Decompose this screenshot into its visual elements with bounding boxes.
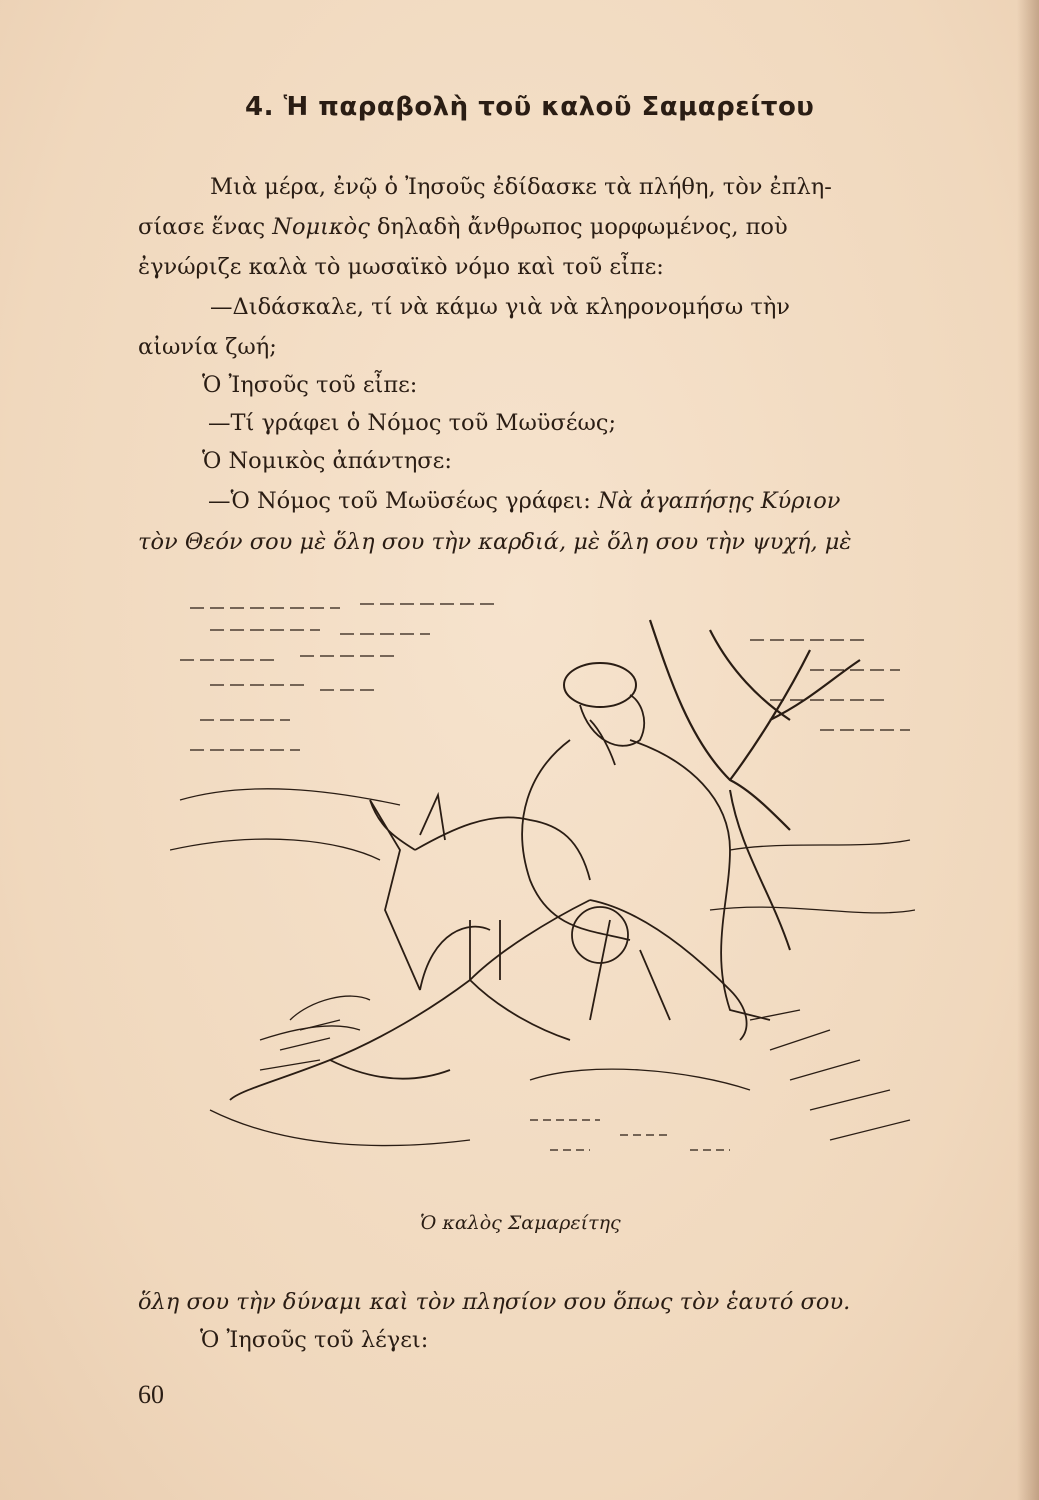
chapter-heading: 4. Ἡ παραβολὴ τοῦ καλοῦ Σαμαρείτου — [245, 92, 815, 122]
text-line-7: —Τί γράφει ὁ Νόμος τοῦ Μωϋσέως; — [208, 410, 617, 436]
text-line-6: Ὁ Ἰησοῦς τοῦ εἶπε: — [202, 372, 418, 398]
page-number: 60 — [138, 1380, 164, 1409]
text-line-2 — [138, 212, 948, 242]
text-line-4: —Διδάσκαλε, τί νὰ κάμω γιὰ νὰ κληρονομήσω τὴν — [210, 294, 790, 320]
text-line-11: ὅλη σου τὴν δύναμι καὶ τὸν πλησίον σου ὅπως τὸν ἑαυτό σου. — [138, 1289, 851, 1315]
text-segment: δηλαδὴ ἄνθρωπος μορφωμένος, ποὺ — [369, 214, 788, 240]
text-line-5: αἰωνία ζωή; — [138, 334, 277, 360]
text-line-12: Ὁ Ἰησοῦς τοῦ λέγει: — [200, 1327, 429, 1353]
good-samaritan-illustration — [170, 590, 915, 1195]
text-line-3: ἐγνώριζε καλὰ τὸ μωσαϊκὸ νόμο καὶ τοῦ εἶπε: — [138, 254, 664, 280]
text-segment: σίασε ἕνας — [138, 214, 273, 240]
text-segment: —Ὁ Νόμος τοῦ Μωϋσέως γράφει: — [208, 488, 598, 514]
text-line-10: τὸν Θεόν σου μὲ ὅλη σου τὴν καρδιά, μὲ ὅλη σου τὴν ψυχή, μὲ — [138, 529, 852, 555]
text-line-8: Ὁ Νομικὸς ἀπάντησε: — [202, 448, 452, 474]
page-spine-shadow — [1017, 0, 1039, 1500]
italic-quote: Νὰ ἀγαπήσῃς Κύριον — [597, 488, 841, 514]
figure-caption: Ὁ καλὸς Σαμαρείτης — [420, 1212, 621, 1234]
italic-term: Νομικὸς — [272, 214, 370, 240]
text-line-9 — [208, 486, 953, 516]
text-line-1: Μιὰ μέρα, ἐνῷ ὁ Ἰησοῦς ἐδίδασκε τὰ πλήθη, τὸν ἐπλη- — [210, 174, 832, 200]
